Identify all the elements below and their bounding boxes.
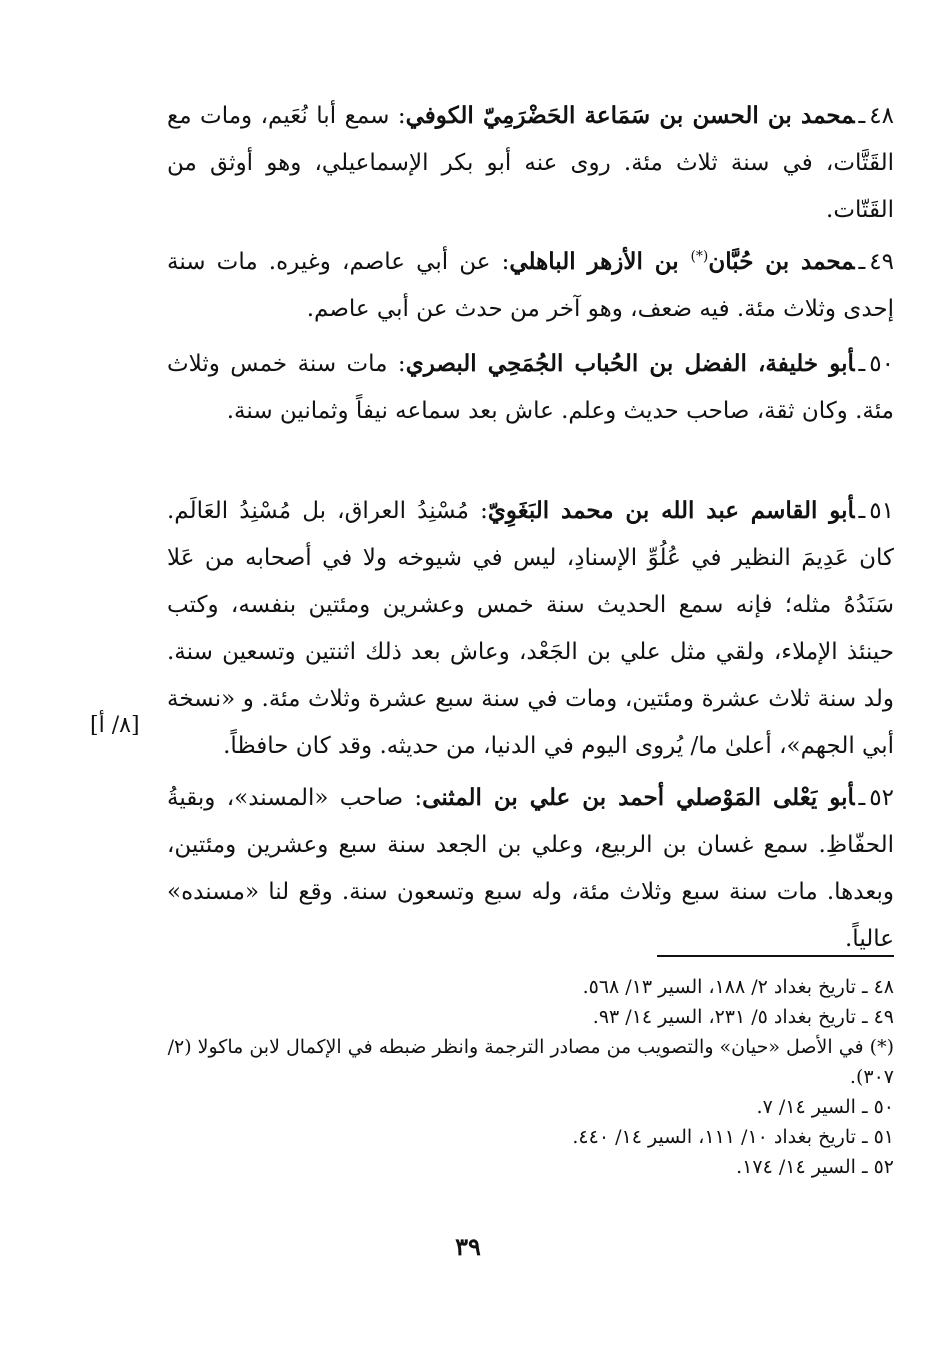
entry-text: : عن أبي عاصم، وغيره. مات سنة إحدى وثلاث مئة. فيه ضعف، وهو آخر من حدث عن أبي عاصم. xyxy=(167,249,894,322)
entry-text: : سمع أبا نُعَيم، ومات مع القَتَّات، في سنة ثلاث مئة. روى عنه أبو بكر الإسماعيلي، وهو أوثق من القَتّات. xyxy=(167,103,894,223)
entry-separator: ـ xyxy=(858,249,866,275)
entry-name: محمد بن حُبَّان xyxy=(708,248,855,275)
footnotes xyxy=(167,972,894,1182)
footnote: ٤٩ ـ تاريخ بغداد ٥/ ٢٣١، السير ١٤/ ٩٣. xyxy=(592,1006,894,1028)
footnote-divider xyxy=(657,955,894,957)
manuscript-folio-marker: [٨/ أ] xyxy=(90,713,140,738)
entry-name-rest: بن الأزهر الباهلي xyxy=(509,248,691,275)
entry-separator: ـ xyxy=(858,498,866,524)
footnote: ٥١ ـ تاريخ بغداد ١٠/ ١١١، السير ١٤/ ٤٤٠. xyxy=(572,1126,894,1148)
entry-separator: ـ xyxy=(858,103,866,129)
entry-50 xyxy=(167,340,894,435)
entry-separator: ـ xyxy=(858,785,866,811)
entry-name: أبو خليفة، الفضل بن الحُباب الجُمَحِي البصري xyxy=(405,350,855,377)
entry-text: : صاحب «المسند»، وبقيةُ الحفّاظِ. سمع غسان بن الربيع، وعلي بن الجعد سنة سبع وعشرين ومئتين، وبعدها. مات سنة سبع وثلاث مئة، وله سبع وتسعون سنة. وقع لنا «مسنده» عالياً. xyxy=(167,785,894,952)
footnote-marker: (*) xyxy=(690,248,709,265)
entry-49 xyxy=(167,238,894,333)
footnote: (*) في الأصل «حيان» والتصويب من مصادر الترجمة وانظر ضبطه في الإكمال لابن ماكولا (٢/ ٣٠٧). xyxy=(167,1036,894,1088)
footnote: ٥٠ ـ السير ١٤/ ٧. xyxy=(756,1096,894,1118)
entry-separator: ـ xyxy=(858,351,866,377)
footnote: ٤٨ ـ تاريخ بغداد ٢/ ١٨٨، السير ١٣/ ٥٦٨. xyxy=(582,976,894,998)
entry-number: ٥٢ xyxy=(869,785,894,811)
entry-name: محمد بن الحسن بن سَمَاعة الحَضْرَمِيّ الكوفي xyxy=(405,102,855,129)
entry-52 xyxy=(167,774,894,963)
entry-text: : مات سنة خمس وثلاث مئة. وكان ثقة، صاحب حديث وعلم. عاش بعد سماعه نيفاً وثمانين سنة. xyxy=(167,351,894,424)
entry-51 xyxy=(167,487,894,770)
entry-number: ٥١ xyxy=(869,498,894,524)
entry-text: : مُسْنِدُ العراق، بل مُسْنِدُ العَالَم. كان عَدِيمَ النظير في عُلُوِّ الإسنادِ، ليس في شيوخه ولا في أصحابه من عَلا سَنَدُهُ مثله؛ فإنه سمع الحديث سنة خمس وعشرين ومئتين بنفسه، وكتب حينئذ الإملاء، ولقي مثل علي بن الجَعْد، وعاش بعد ذلك اثنتين وتسعين سنة. ولد سنة ثلاث عشرة ومئتين، ومات في سنة سبع عشرة وثلاث مئة. و «نسخة أبي الجهم»، أعلىٰ ما/ يُروى اليوم في الدنيا، من حديثه. وقد كان حافظاً. xyxy=(167,498,894,759)
entry-number: ٤٩ xyxy=(869,249,895,275)
entry-number: ٥٠ xyxy=(869,351,894,377)
entry-number: ٤٨ xyxy=(869,103,894,129)
footnote: ٥٢ ـ السير ١٤/ ١٧٤. xyxy=(736,1156,894,1178)
entry-name: أبو القاسم عبد الله بن محمد البَغَوِيّ xyxy=(487,497,855,524)
page-number: ٣٩ xyxy=(455,1232,481,1261)
entry-48 xyxy=(167,92,894,234)
entry-name: أبو يَعْلى المَوْصلي أحمد بن علي بن المثنى xyxy=(422,784,855,811)
